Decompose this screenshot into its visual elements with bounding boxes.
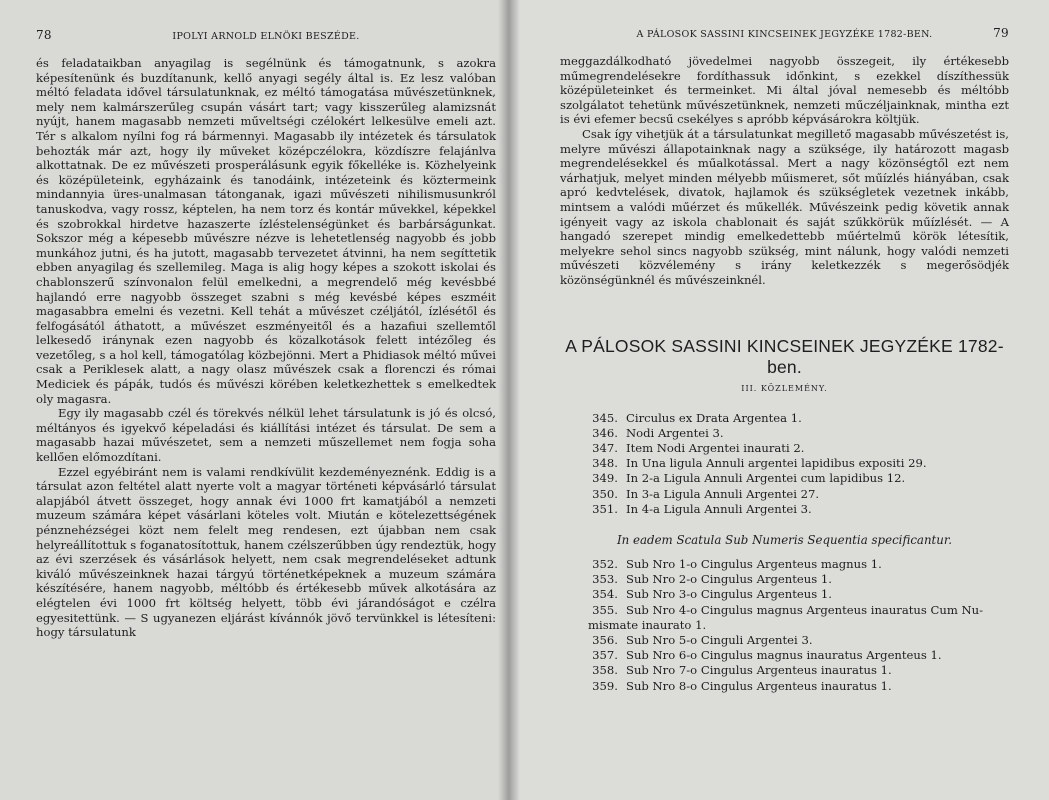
item-number: 350. <box>592 486 618 501</box>
left-paragraph-1: és feladataikban anyagilag is segélnünk és támogatnunk, s azokra képesítenünk és buzdítanunk, kellő anyagi segély által is. Ez lesz valóban méltó feladata idővel társulatunknak, ez méltó támogatása művészetünknek, mely nem kalmárszerűleg csupán vásárt tart; vagy kisszerűleg alamizsnát nyújt, hanem magasabb nemzeti műveltségi czélokért lelkesülve emeli azt. Tér s alkalom nyílni fog rá bármennyi. Magasabb ily intézetek és társulatok behozták már azt, hogy ily műveket középczélokra, közdíszre felajánlva alkottatnak. De ez művészeti prosperálásunk egyik főkelléke is. Közhelyeink és középületeink, egyházaink és tanodáink, intézeteink és köztermeink mindannyia üres-unalmasan tátonganak, igazi művészeti nihilismusunkról tanuskodva, vagy rossz, képtelen, ha nem torz és kontár művekkel, képekkel és szobrokkal hirdetve hazaszerte ízléstelenségünket és barbárságunkat. Sokszor még a képesebb művészre nézve is lehetetlenség nagyobb és jobb munkához jutni, és ha jutott, magasabb tervezetet átvinni, ha nem segíttetik ebben anyagilag és szellemileg. Maga is alig hogy képes a szokott iskolai és chablonszerű színvonalon felül emelkedni, a megrendelő még kevésbbé hajlandó erre nagyobb összeget szabni s még kevésbé képes eszméit magasabbra emelni és vezetni. Kell tehát a művészet czéljától, ízlésétől és felfogásától áthatott, a művészet eszményeitől és a hazafiui szellemtől lelkesedő iránynak ezen nagyobb és közalkotások felett intézőleg és vezetőleg, s a hol kell, támogatólag közbejönni. Mert a Phidiasok méltó művei csak a Periklesek alatt, a nagy olasz művészek csak a florenczi és római Mediciek és pápák, tudós és művészi körében keletkezhettek s emelkedtek oly magasra. <box>36 56 496 406</box>
italic-subheading: In eadem Scatula Sub Numeris Sequentia specificantur. <box>617 532 952 547</box>
item-text: Item Nodi Argentei inaurati 2. <box>626 440 805 455</box>
inventory-list-b <box>560 557 1009 694</box>
left-running-header: IPOLYI ARNOLD ELNÖKI BESZÉDE. <box>172 31 360 42</box>
item-text: Sub Nro 8-o Cingulus Argenteus inauratus 1. <box>626 678 892 693</box>
list-item <box>560 572 1009 587</box>
item-number: 347. <box>592 440 618 455</box>
item-number: 356. <box>592 632 618 647</box>
item-number: 349. <box>592 471 618 486</box>
left-page-number: 78 <box>36 28 52 42</box>
item-number: 357. <box>592 648 618 663</box>
item-text: Sub Nro 4-o Cingulus magnus Argenteus inauratus Cum Nu- <box>626 602 984 617</box>
left-running-head <box>36 28 496 42</box>
right-paragraph-1: meggazdálkodható jövedelmei nagyobb összegeit, ily értékesebb műmegrendelésekre fordíthassuk időnkint, s ezekkel díszíthessük középületeinket és termeinket. Mi által jóval nemesebb és méltóbb szolgálatot tehetünk művészetünknek, nemzeti műczéljainknak, mintha ezt is évi efemer becsű csekélyes s apróbb képvásárokra költjük. <box>560 54 1009 127</box>
right-running-header: A PÁLOSOK SASSINI KINCSEINEK JEGYZÉKE 1782-BEN. <box>636 29 933 40</box>
list-item <box>560 663 1009 678</box>
section-subtitle: III. KÖZLEMÉNY. <box>741 383 828 393</box>
right-page-number: 79 <box>993 26 1009 40</box>
item-number: 345. <box>592 410 618 425</box>
item-text: Sub Nro 7-o Cingulus Argenteus inauratus 1. <box>626 663 892 678</box>
item-number: 353. <box>592 572 618 587</box>
list-item <box>560 456 1009 471</box>
item-text: Sub Nro 6-o Cingulus magnus inauratus Argenteus 1. <box>626 648 942 663</box>
item-text: Sub Nro 5-o Cinguli Argentei 3. <box>626 632 813 647</box>
list-item <box>560 587 1009 602</box>
list-item <box>560 441 1009 456</box>
left-paragraph-2: Egy ily magasabb czél és törekvés nélkül lehet társulatunk is jó és olcsó, méltányos és igyekvő képeladási és kiállítási intézet és társulat. De sem a magasabb hazai művészetet, sem a nemzeti műszellemet nem fogja soha kellően előmozdítani. <box>36 406 496 465</box>
right-page <box>510 0 1049 800</box>
item-number: 348. <box>592 456 618 471</box>
item-number: 355. <box>592 602 618 617</box>
item-text: Sub Nro 3-o Cingulus Argenteus 1. <box>626 587 832 602</box>
item-number: 358. <box>592 663 618 678</box>
list-item <box>560 633 1009 648</box>
list-item <box>560 426 1009 441</box>
item-text: In 4-a Ligula Annuli Argentei 3. <box>626 501 812 516</box>
list-item <box>560 648 1009 663</box>
list-item <box>560 557 1009 572</box>
right-paragraph-2: Csak így vihetjük át a társulatunkat megillető magasabb művészetést is, melyre művészi állapotainknak nagy a szüksége, ily határozott magasb megrendelésekkel és műalkotással. Mert a nagy közönségtől ezt nem várhatjuk, melyet minden mélyebb műismeret, sőt műízlés hiányában, csak apró kedvtelések, divatok, hajlamok és szükségletek vezetnek inkább, mintsem a valódi műérzet és műkellék. Művészeink pedig követik annak igényeit vagy az iskola chablonait és saját szűkkörük műízlését. — A hangadó szerepet mindig emelkedettebb műértelmű körök létesítik, melyekre sehol sincs nagyobb szükség, mint nálunk, hogy valódi nemzeti művészeti közvélemény s irány keletkezzék s megerősödjék közönségünknél és művészeinknél. <box>560 126 1009 287</box>
item-text: In Una ligula Annuli argentei lapidibus expositi 29. <box>626 456 927 471</box>
item-number: 354. <box>592 587 618 602</box>
item-text: Sub Nro 1-o Cingulus Argenteus magnus 1. <box>626 556 882 571</box>
section-title: A PÁLOSOK SASSINI KINCSEINEK JEGYZÉKE 1782-ben. <box>565 335 1004 377</box>
left-paragraph-3: Ezzel egyébiránt nem is valami rendkívülit kezdeményeznénk. Eddig is a társulat azon feltétel alatt nyerte volt a magyar történeti képvásárló társulat alapjából átvett összeget, hogy annak évi 1000 frt kamatjából a nemzeti muzeum számára képet vásárlani köteles volt. Miután e kötelezettségének pénznehézségei közt nem felelt meg rendesen, ezt újabban nem csak helyreállítottuk s foganatosítottuk, hanem czélszerűbben úgy rendeztük, hogy az évi szerzések és vásárlások helyett, nem csak megrendeléseket adtunk kiváló művészeinknek hazai tárgyú történetképeknek a muzeum számára készítésére, hanem nagyobb, méltóbb és értékesebb művek alkotására az elégtelen évi 1000 frt költség helyett, több évi járandóságot e czélra egyesitettünk. — S ugyanezen eljárást kívánnók jövő tervünkkel is létesíteni: hogy társulatunk <box>36 464 496 640</box>
item-number: 359. <box>592 678 618 693</box>
item-text: Sub Nro 2-o Cingulus Argenteus 1. <box>626 572 832 587</box>
list-item <box>560 679 1009 694</box>
item-number: 351. <box>592 501 618 516</box>
list-item <box>560 487 1009 502</box>
right-running-head <box>560 26 1009 40</box>
list-item <box>560 471 1009 486</box>
inventory-list-a <box>560 411 1009 517</box>
item-text-continuation: mismate inaurato 1. <box>588 617 707 632</box>
list-item <box>560 502 1009 517</box>
left-page <box>0 0 510 800</box>
list-item <box>560 411 1009 426</box>
item-text: Circulus ex Drata Argentea 1. <box>626 410 802 425</box>
item-text: In 2-a Ligula Annuli Argentei cum lapidibus 12. <box>626 471 906 486</box>
list-item <box>560 603 1009 633</box>
item-text: In 3-a Ligula Annuli Argentei 27. <box>626 486 820 501</box>
item-number: 352. <box>592 556 618 571</box>
item-text: Nodi Argentei 3. <box>626 425 724 440</box>
item-number: 346. <box>592 425 618 440</box>
